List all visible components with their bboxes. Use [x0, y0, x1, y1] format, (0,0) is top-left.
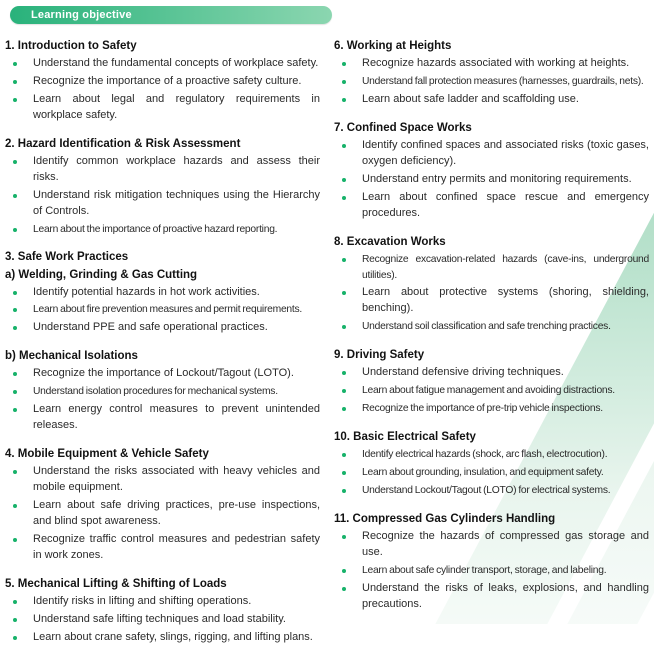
bullet-list — [334, 447, 649, 499]
bullet-list — [334, 365, 649, 417]
list-item — [5, 464, 320, 496]
list-item — [334, 563, 649, 579]
section-safe-work-practices-welding — [5, 250, 320, 336]
bullet-dot-icon — [13, 160, 17, 164]
list-item — [5, 630, 320, 646]
list-item — [334, 92, 649, 108]
section-title: 6. Working at Heights — [334, 40, 452, 52]
list-item — [5, 74, 320, 90]
section-title: 7. Confined Space Works — [334, 121, 472, 134]
bullet-dot-icon — [342, 587, 346, 591]
list-item — [5, 285, 320, 301]
list-item — [334, 529, 649, 561]
list-item — [5, 188, 320, 220]
list-item — [334, 483, 649, 499]
section-working-at-heights — [334, 39, 649, 108]
bullet-text: Identify potential hazards in hot work activities. — [33, 285, 260, 298]
bullet-text: Recognize the importance of Lockout/Tagout (LOTO). — [33, 367, 294, 380]
bullet-text: Learn about protective systems (shoring, shielding, benching). — [362, 286, 649, 315]
list-item — [5, 384, 320, 400]
list-item — [334, 319, 649, 335]
section-mechanical-lifting — [5, 577, 320, 646]
bullet-dot-icon — [13, 636, 17, 640]
bullet-text: Learn about fire prevention measures and permit requirements. — [33, 304, 303, 316]
bullet-dot-icon — [13, 326, 17, 330]
list-item — [5, 222, 320, 238]
bullet-dot-icon — [342, 62, 346, 66]
bullet-dot-icon — [13, 372, 17, 376]
bullet-text: Learn about safe driving practices, pre-use inspections, and blind spot awareness. — [33, 499, 320, 527]
bullet-dot-icon — [13, 470, 17, 474]
bullet-text: Identify common workplace hazards and assess their risks. — [33, 154, 320, 183]
bullet-dot-icon — [342, 407, 346, 411]
left-column — [5, 39, 320, 659]
bullet-dot-icon — [342, 569, 346, 573]
list-item — [334, 56, 649, 72]
section-mechanical-isolations — [5, 349, 320, 434]
bullet-dot-icon — [13, 390, 17, 394]
bullet-text: Understand isolation procedures for mechanical systems. — [33, 386, 278, 398]
bullet-text: Identify confined spaces and associated risks (toxic gases, oxygen deficiency). — [362, 138, 649, 167]
bullet-dot-icon — [342, 325, 346, 329]
bullet-text: Learn about crane safety, slings, rigging, and lifting plans. — [33, 630, 313, 643]
list-item — [5, 320, 320, 336]
bullet-text: Learn about legal and regulatory requirements in workplace safety. — [33, 92, 320, 121]
bullet-text: Learn about the importance of proactive hazard reporting. — [33, 223, 278, 235]
bullet-dot-icon — [13, 538, 17, 542]
section-title: b) Mechanical Isolations — [5, 350, 138, 363]
bullet-text: Understand risk mitigation techniques using the Hierarchy of Controls. — [33, 188, 320, 217]
list-item — [5, 302, 320, 318]
list-item — [5, 56, 320, 72]
bullet-dot-icon — [13, 228, 17, 232]
bullet-dot-icon — [13, 62, 17, 66]
list-item — [5, 594, 320, 610]
bullet-dot-icon — [13, 98, 17, 102]
content-columns — [5, 24, 649, 659]
bullet-text: Recognize traffic control measures and pedestrian safety in work zones. — [33, 532, 320, 561]
section-hazard-identification — [5, 137, 320, 238]
section-excavation-works — [334, 235, 649, 336]
bullet-dot-icon — [342, 389, 346, 393]
bullet-text: Recognize the importance of a proactive safety culture. — [33, 74, 302, 87]
section-compressed-gas-cylinders — [334, 512, 649, 613]
bullet-list — [334, 138, 649, 222]
section-basic-electrical-safety — [334, 430, 649, 499]
bullet-text: Identify electrical hazards (shock, arc flash, electrocution). — [362, 449, 608, 461]
bullet-dot-icon — [342, 80, 346, 84]
bullet-dot-icon — [13, 618, 17, 622]
list-item — [334, 172, 649, 188]
bullet-dot-icon — [342, 371, 346, 375]
bullet-text: Understand defensive driving techniques. — [362, 366, 564, 379]
section-title: 9. Driving Safety — [334, 349, 425, 362]
bullet-text: Understand fall protection measures (harnesses, guardrails, nets). — [362, 75, 644, 87]
bullet-dot-icon — [342, 258, 346, 262]
bullet-list — [334, 252, 649, 336]
list-item — [334, 447, 649, 463]
list-item — [5, 498, 320, 530]
list-item — [334, 365, 649, 381]
bullet-text: Understand the fundamental concepts of workplace safety. — [33, 57, 319, 70]
bullet-list — [5, 594, 320, 646]
list-item — [5, 612, 320, 628]
section-driving-safety — [334, 348, 649, 417]
bullet-text: Understand soil classification and safe trenching practices. — [362, 321, 611, 333]
section-title: 10. Basic Electrical Safety — [334, 431, 476, 444]
list-item — [334, 252, 649, 284]
list-item — [334, 190, 649, 222]
list-item — [334, 138, 649, 170]
section-mobile-equipment — [5, 447, 320, 564]
list-item — [5, 92, 320, 124]
list-item — [334, 465, 649, 481]
right-column — [334, 39, 649, 659]
bullet-list — [334, 529, 649, 613]
bullet-list — [5, 366, 320, 434]
list-item — [5, 154, 320, 186]
bullet-text: Recognize the hazards of compressed gas storage and use. — [362, 530, 649, 558]
bullet-text: Understand the risks of leaks, explosions, and handling precautions. — [362, 581, 649, 610]
list-item — [334, 401, 649, 417]
bullet-list — [5, 464, 320, 564]
list-item — [5, 532, 320, 564]
list-item — [334, 581, 649, 613]
list-item — [5, 366, 320, 382]
bullet-dot-icon — [13, 291, 17, 295]
bullet-dot-icon — [342, 291, 346, 295]
bullet-text: Learn about grounding, insulation, and equipment safety. — [362, 467, 604, 479]
bullet-text: Understand Lockout/Tagout (LOTO) for electrical systems. — [362, 485, 611, 497]
section-title: 2. Hazard Identification & Risk Assessment — [5, 137, 241, 150]
bullet-dot-icon — [13, 504, 17, 508]
bullet-dot-icon — [13, 408, 17, 412]
bullet-list — [334, 56, 649, 108]
bullet-text: Understand safe lifting techniques and load stability. — [33, 612, 286, 625]
bullet-text: Learn about safe cylinder transport, storage, and labeling. — [362, 564, 607, 576]
bullet-text: Learn about safe ladder and scaffolding use. — [362, 92, 579, 105]
section-title: 3. Safe Work Practices — [5, 251, 129, 264]
bullet-list — [5, 56, 320, 124]
bullet-text: Understand entry permits and monitoring requirements. — [362, 172, 632, 185]
section-title: 5. Mechanical Lifting & Shifting of Loads — [5, 577, 227, 590]
bullet-dot-icon — [342, 471, 346, 475]
badge-label: Learning objective — [31, 9, 132, 21]
bullet-text: Learn about fatigue management and avoiding distractions. — [362, 385, 615, 397]
learning-objective-badge — [10, 6, 332, 24]
bullet-text: Recognize excavation-related hazards (cave-ins, underground utilities). — [362, 253, 649, 281]
list-item — [334, 285, 649, 317]
bullet-text: Recognize hazards associated with working at heights. — [362, 57, 630, 70]
bullet-dot-icon — [13, 600, 17, 604]
bullet-text: Understand PPE and safe operational practices. — [33, 321, 268, 334]
bullet-text: Learn energy control measures to prevent unintended releases. — [33, 403, 320, 432]
section-subtitle: a) Welding, Grinding & Gas Cutting — [5, 268, 198, 281]
bullet-dot-icon — [342, 535, 346, 539]
bullet-dot-icon — [13, 308, 17, 312]
bullet-dot-icon — [342, 196, 346, 200]
bullet-dot-icon — [13, 194, 17, 198]
list-item — [334, 74, 649, 90]
bullet-dot-icon — [342, 98, 346, 102]
list-item — [5, 402, 320, 434]
section-title: 1. Introduction to Safety — [5, 40, 137, 52]
bullet-text: Recognize the importance of pre-trip vehicle inspections. — [362, 403, 603, 415]
section-title: 11. Compressed Gas Cylinders Handling — [334, 513, 556, 526]
section-introduction-to-safety — [5, 39, 320, 124]
bullet-list — [5, 285, 320, 337]
bullet-dot-icon — [342, 489, 346, 493]
bullet-dot-icon — [342, 144, 346, 148]
section-confined-space-works — [334, 121, 649, 222]
bullet-dot-icon — [342, 453, 346, 457]
section-title: 4. Mobile Equipment & Vehicle Safety — [5, 448, 209, 461]
bullet-text: Identify risks in lifting and shifting operations. — [33, 594, 252, 607]
bullet-text: Understand the risks associated with heavy vehicles and mobile equipment. — [33, 465, 320, 494]
bullet-text: Learn about confined space rescue and emergency procedures. — [362, 190, 649, 219]
bullet-list — [5, 154, 320, 238]
bullet-dot-icon — [342, 178, 346, 182]
bullet-dot-icon — [13, 80, 17, 84]
list-item — [334, 383, 649, 399]
section-title: 8. Excavation Works — [334, 235, 446, 248]
